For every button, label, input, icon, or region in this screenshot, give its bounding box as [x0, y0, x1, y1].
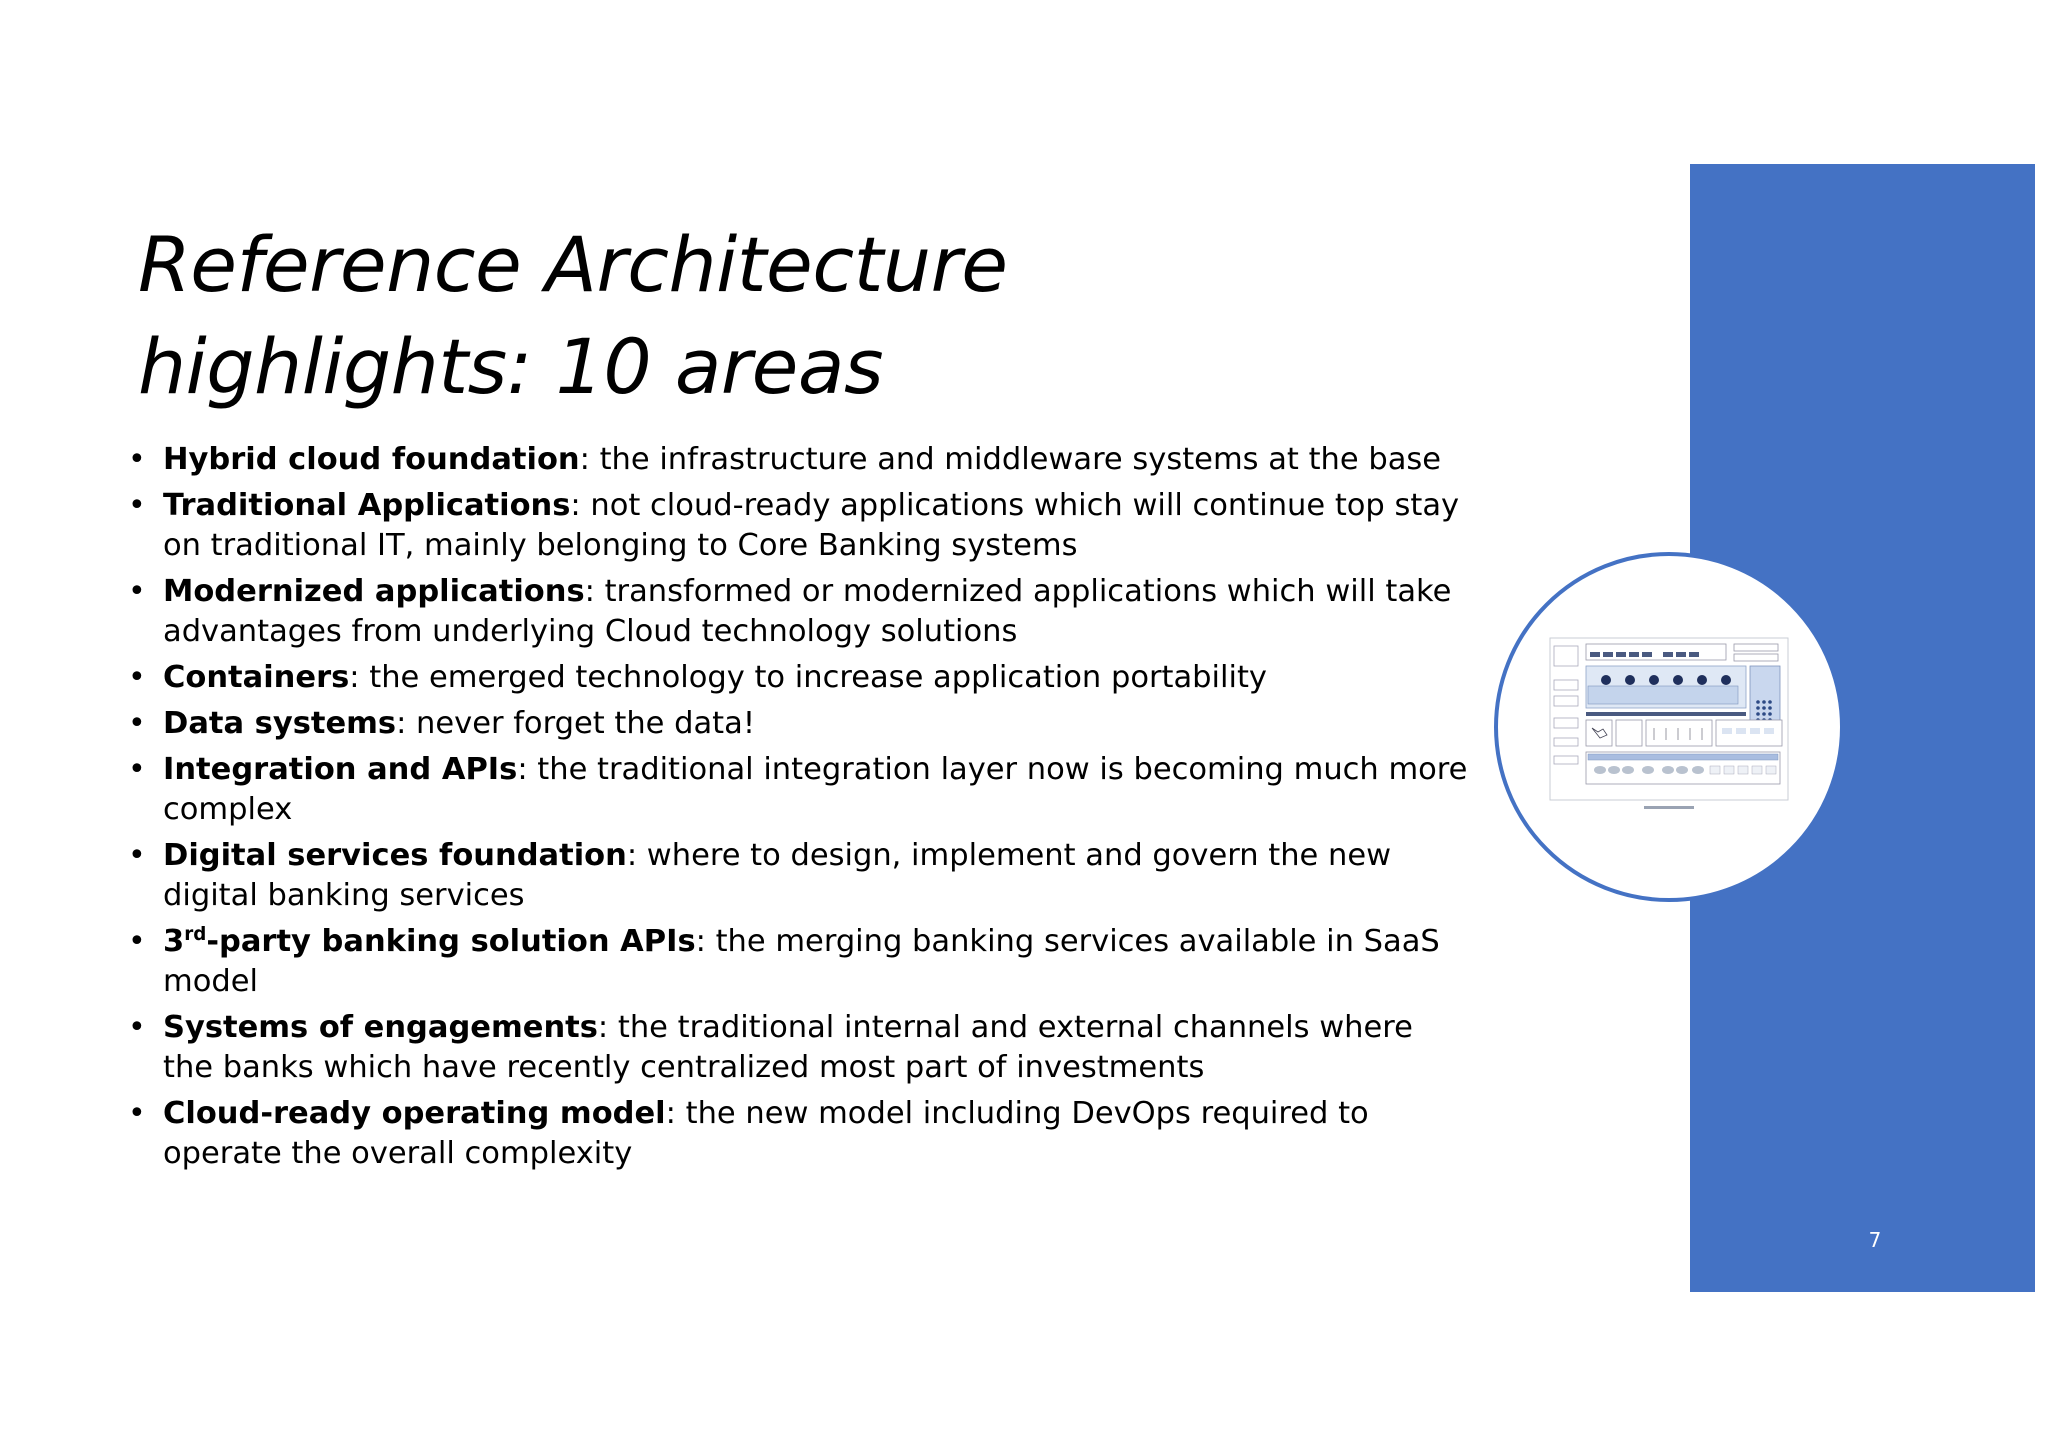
bullet-term: Hybrid cloud foundation [163, 442, 580, 477]
bullet-dot-icon: • [128, 838, 146, 873]
bullet-text: : the traditional integration layer now is becoming much more complex [163, 752, 1468, 827]
bullet-item [128, 440, 1468, 480]
bullet-term: Modernized applications [163, 574, 585, 609]
bullet-item [128, 704, 1468, 744]
bullet-term: Cloud-ready operating model [163, 1096, 666, 1131]
bullet-dot-icon: • [128, 924, 146, 959]
bullet-term-superscript: rd [184, 923, 207, 945]
bullet-dot-icon: • [128, 574, 146, 609]
bullet-item [128, 750, 1468, 830]
bullet-text: : not cloud-ready applications which will continue top stay on traditional IT, mainly belonging to Core Banking systems [163, 488, 1460, 563]
bullet-term: Digital services foundation [163, 838, 627, 873]
title-line-1: Reference Architecture [138, 220, 1008, 309]
bullet-term: Systems of engagements [163, 1010, 598, 1045]
bullet-term: Integration and APIs [163, 752, 518, 787]
bullet-term-prefix: 3 [163, 924, 185, 959]
bullet-term-rest: -party banking solution APIs [206, 924, 696, 959]
bullet-dot-icon: • [128, 1096, 146, 1131]
page-number: 7 [1868, 1228, 1882, 1252]
bullet-text: : where to design, implement and govern the new digital banking services [163, 838, 1392, 913]
bullet-item [128, 836, 1468, 916]
bullet-text: : transformed or modernized applications which will take advantages from underlying Cloud technology solutions [163, 574, 1452, 649]
bullet-term: Containers [163, 660, 350, 695]
bullet-text: : the traditional internal and external channels where the banks which have recently centralized most part of investments [163, 1010, 1413, 1085]
bullet-term: Data systems [163, 706, 397, 741]
bullet-item [128, 922, 1468, 1002]
architecture-diagram-thumbnail-icon [1498, 556, 1840, 898]
bullet-text: : the merging banking services available in SaaS model [163, 924, 1440, 999]
bullet-text: : the emerged technology to increase application portability [349, 660, 1267, 695]
bullet-item [128, 658, 1468, 698]
bullet-item [128, 486, 1468, 566]
bullet-dot-icon: • [128, 442, 146, 477]
bullet-item [128, 1094, 1468, 1174]
bullet-item [128, 572, 1468, 652]
bullet-term [163, 924, 696, 959]
bullet-dot-icon: • [128, 752, 146, 787]
bullet-item [128, 1008, 1468, 1088]
bullet-list [128, 440, 1468, 1180]
bullet-text: : never forget the data! [396, 706, 756, 741]
bullet-text: : the infrastructure and middleware systems at the base [579, 442, 1442, 477]
bullet-dot-icon: • [128, 706, 146, 741]
title-line-2: highlights: 10 areas [138, 322, 884, 411]
architecture-thumbnail-circle [1494, 552, 1844, 902]
bullet-dot-icon: • [128, 660, 146, 695]
bullet-term: Traditional Applications [163, 488, 571, 523]
bullet-dot-icon: • [128, 488, 146, 523]
slide-title [138, 214, 1438, 418]
bullet-dot-icon: • [128, 1010, 146, 1045]
bullet-text: : the new model including DevOps required to operate the overall complexity [163, 1096, 1369, 1171]
